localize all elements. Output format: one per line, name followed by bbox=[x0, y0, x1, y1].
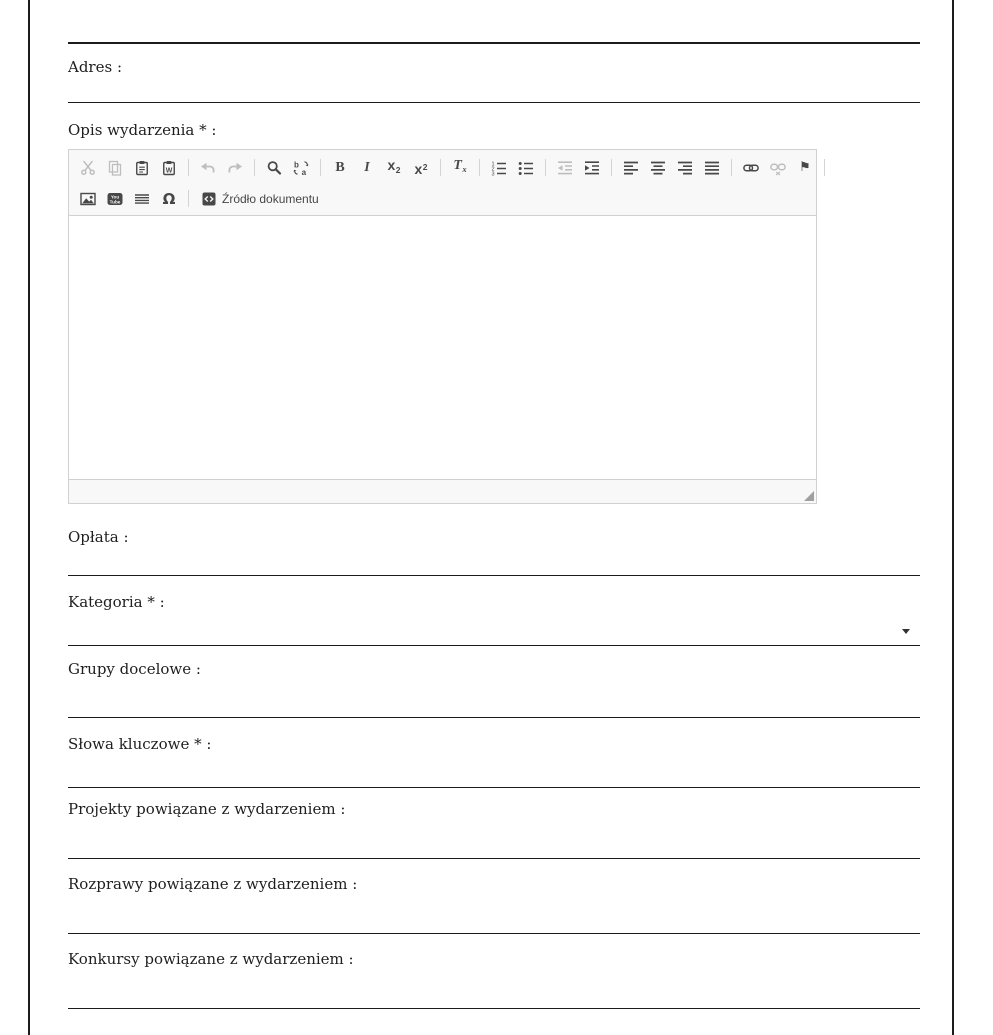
toolbar-separator bbox=[440, 159, 441, 176]
adres-input[interactable] bbox=[68, 73, 920, 103]
horizontal-rule-button[interactable] bbox=[130, 187, 154, 211]
field-label-opis: Opis wydarzenia * : bbox=[68, 121, 217, 139]
projekty-input[interactable] bbox=[68, 829, 920, 859]
remove-format-icon: $T_x$ bbox=[453, 158, 467, 174]
toolbar-row bbox=[71, 152, 814, 183]
align-right-icon bbox=[677, 160, 693, 176]
toolbar-separator bbox=[479, 159, 480, 176]
anchor-button[interactable] bbox=[793, 156, 817, 180]
page-border-right bbox=[952, 0, 954, 1035]
cropped-field-underline bbox=[68, 42, 920, 44]
grupy-docelowe-input[interactable] bbox=[68, 688, 920, 718]
konkursy-input[interactable] bbox=[68, 979, 920, 1009]
cut-icon bbox=[80, 160, 96, 176]
toolbar-separator bbox=[254, 159, 255, 176]
field-label-slowa: Słowa kluczowe * : bbox=[68, 735, 212, 753]
superscript-button[interactable] bbox=[409, 156, 433, 180]
special-char-button[interactable] bbox=[157, 187, 181, 211]
align-center-button[interactable] bbox=[646, 156, 670, 180]
toolbar-separator bbox=[188, 159, 189, 176]
undo-button[interactable] bbox=[196, 156, 220, 180]
field-label-kategoria: Kategoria * : bbox=[68, 593, 165, 611]
anchor-icon: ⚑ bbox=[799, 159, 811, 175]
link-button[interactable] bbox=[739, 156, 763, 180]
numbered-list-icon bbox=[491, 160, 507, 176]
bulleted-list-button[interactable] bbox=[514, 156, 538, 180]
page-border-left bbox=[28, 0, 30, 1035]
numbered-list-button[interactable] bbox=[487, 156, 511, 180]
subscript-icon: $x_2$ bbox=[387, 157, 401, 175]
source-button-label: Źródło dokumentu bbox=[222, 191, 319, 206]
replace-button[interactable] bbox=[289, 156, 313, 180]
field-label-rozprawy: Rozprawy powiązane z wydarzeniem : bbox=[68, 875, 358, 893]
kategoria-select[interactable] bbox=[68, 616, 920, 646]
bold-icon: B bbox=[335, 159, 345, 175]
align-right-button[interactable] bbox=[673, 156, 697, 180]
toolbar-row bbox=[71, 183, 814, 214]
subscript-button[interactable] bbox=[382, 156, 406, 180]
special-char-icon: Ω bbox=[162, 189, 176, 208]
toolbar-separator bbox=[731, 159, 732, 176]
dropdown-arrow-icon bbox=[902, 629, 910, 634]
toolbar-separator bbox=[545, 159, 546, 176]
toolbar-separator bbox=[320, 159, 321, 176]
cut-button[interactable] bbox=[76, 156, 100, 180]
outdent-icon bbox=[557, 160, 573, 176]
toolbar-separator bbox=[611, 159, 612, 176]
toolbar-separator bbox=[188, 190, 189, 207]
editor-bottom-bar bbox=[69, 479, 816, 503]
paste-from-word-button[interactable] bbox=[157, 156, 181, 180]
redo-button[interactable] bbox=[223, 156, 247, 180]
indent-icon bbox=[584, 160, 600, 176]
image-button[interactable] bbox=[76, 187, 100, 211]
align-center-icon bbox=[650, 160, 666, 176]
superscript-icon: $x^2$ bbox=[414, 160, 428, 177]
horizontal-rule-icon bbox=[134, 191, 150, 207]
outdent-button[interactable] bbox=[553, 156, 577, 180]
field-label-grupy: Grupy docelowe : bbox=[68, 660, 201, 678]
editor-content-area[interactable] bbox=[69, 216, 816, 479]
align-left-button[interactable] bbox=[619, 156, 643, 180]
youtube-icon bbox=[107, 191, 123, 207]
unlink-icon bbox=[770, 160, 786, 176]
field-label-projekty: Projekty powiązane z wydarzeniem : bbox=[68, 800, 346, 818]
toolbar-separator bbox=[824, 159, 825, 176]
remove-format-button[interactable] bbox=[448, 156, 472, 180]
rich-text-editor bbox=[68, 149, 817, 504]
source-icon bbox=[201, 191, 217, 207]
paste-icon bbox=[134, 160, 150, 176]
find-button[interactable] bbox=[262, 156, 286, 180]
image-icon bbox=[80, 191, 96, 207]
bold-button[interactable] bbox=[328, 156, 352, 180]
link-icon bbox=[743, 160, 759, 176]
align-left-icon bbox=[623, 160, 639, 176]
paste-button[interactable] bbox=[130, 156, 154, 180]
italic-icon: I bbox=[364, 159, 370, 175]
italic-button[interactable] bbox=[355, 156, 379, 180]
field-label-konkursy: Konkursy powiązane z wydarzeniem : bbox=[68, 950, 354, 968]
editor-resize-handle[interactable] bbox=[804, 491, 814, 501]
align-justify-button[interactable] bbox=[700, 156, 724, 180]
indent-button[interactable] bbox=[580, 156, 604, 180]
copy-button[interactable] bbox=[103, 156, 127, 180]
copy-icon bbox=[107, 160, 123, 176]
oplata-input[interactable] bbox=[68, 546, 920, 576]
editor-toolbar bbox=[69, 150, 816, 216]
paste-from-word-icon bbox=[161, 160, 177, 176]
replace-icon bbox=[293, 160, 309, 176]
undo-icon bbox=[200, 160, 216, 176]
redo-icon bbox=[227, 160, 243, 176]
rozprawy-input[interactable] bbox=[68, 904, 920, 934]
youtube-button[interactable] bbox=[103, 187, 127, 211]
unlink-button[interactable] bbox=[766, 156, 790, 180]
bulleted-list-icon bbox=[518, 160, 534, 176]
field-label-oplata: Opłata : bbox=[68, 528, 129, 546]
find-icon bbox=[266, 160, 282, 176]
field-label-adres: Adres : bbox=[68, 58, 123, 76]
align-justify-icon bbox=[704, 160, 720, 176]
source-button[interactable] bbox=[196, 187, 324, 211]
slowa-kluczowe-input[interactable] bbox=[68, 758, 920, 788]
